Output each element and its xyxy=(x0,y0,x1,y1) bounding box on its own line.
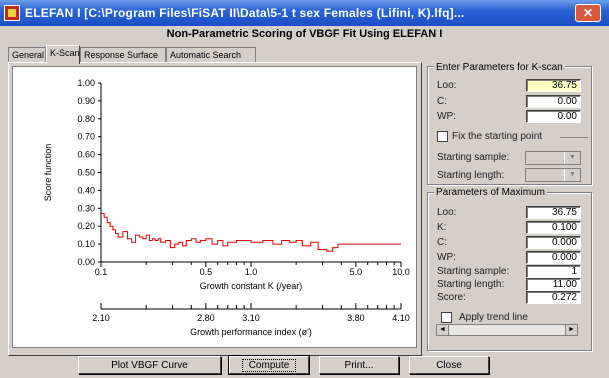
tab-response-surface[interactable]: Response Surface xyxy=(80,47,166,63)
c-input[interactable]: 0.00 xyxy=(526,95,581,108)
c-label: C: xyxy=(437,96,447,107)
start-length-label: Starting length: xyxy=(437,170,505,181)
tab-k-scan[interactable]: K-Scan xyxy=(46,45,80,64)
score-series-line xyxy=(101,214,401,252)
loo-label: Loo: xyxy=(437,80,457,91)
window-title: ELEFAN I [C:\Program Files\FiSAT II\Data\5-1 t sex Females (Lifini, K).lfq]... xyxy=(25,6,465,20)
scroll-left-icon[interactable]: ◄ xyxy=(437,325,449,335)
max-c-label: C: xyxy=(437,237,447,248)
x-axis-label: Growth constant K (/year) xyxy=(199,281,303,291)
max-sample-label: Starting sample: xyxy=(437,266,510,277)
max-loo-label: Loo: xyxy=(437,207,457,218)
y-tick-label: 0.30 xyxy=(77,203,95,214)
max-length-label: Starting length: xyxy=(437,279,505,290)
fix-start-divider xyxy=(560,137,588,138)
trend-line-label: Apply trend line xyxy=(459,312,528,323)
y-tick-label: 0.60 xyxy=(77,149,95,160)
x-tick-label: 5.0 xyxy=(349,267,363,277)
wp-input[interactable]: 0.00 xyxy=(526,110,581,123)
compute-label: Compute xyxy=(242,359,297,372)
app-icon xyxy=(4,5,20,21)
max-score-label: Score: xyxy=(437,292,466,303)
title-bar xyxy=(0,0,609,26)
tab-automatic-search[interactable]: Automatic Search xyxy=(166,47,256,63)
secondary-tick-label: 4.10 xyxy=(392,313,410,323)
y-tick-label: 0.10 xyxy=(77,239,95,250)
max-wp-label: WP: xyxy=(437,252,456,263)
secondary-tick-label: 2.80 xyxy=(197,313,215,323)
plot-vbgf-button[interactable]: Plot VBGF Curve xyxy=(78,356,221,374)
y-tick-label: 0.20 xyxy=(77,221,95,232)
scroll-right-icon[interactable]: ► xyxy=(565,325,577,335)
fix-start-checkbox[interactable] xyxy=(437,131,448,142)
maximum-header: Parameters of Maximum xyxy=(436,187,545,198)
y-tick-label: 1.00 xyxy=(77,78,95,88)
max-score-value: 0.272 xyxy=(526,291,581,304)
y-tick-label: 0.40 xyxy=(77,185,95,196)
secondary-axis-label: Growth performance index (ø') xyxy=(190,327,312,337)
y-tick-label: 0.50 xyxy=(77,167,95,178)
compute-button[interactable] xyxy=(229,356,309,374)
x-tick-label: 0.5 xyxy=(199,267,213,277)
dialog-subtitle: Non-Parametric Scoring of VBGF Fit Using ELEFAN I xyxy=(166,28,443,40)
k-scan-plot xyxy=(12,66,417,348)
fix-start-label: Fix the starting point xyxy=(452,131,543,142)
start-length-select[interactable] xyxy=(525,168,581,182)
trend-line-checkbox[interactable] xyxy=(441,312,452,323)
chevron-down-icon: ▼ xyxy=(564,152,580,164)
close-button[interactable]: Close xyxy=(409,356,489,374)
y-tick-label: 0.70 xyxy=(77,131,95,142)
secondary-tick-label: 3.80 xyxy=(347,313,365,323)
x-tick-label: 0.1 xyxy=(94,267,108,277)
max-length-value: 11.00 xyxy=(526,278,581,291)
secondary-tick-label: 3.10 xyxy=(242,313,260,323)
loo-input[interactable]: 36.75 xyxy=(526,79,581,92)
start-sample-label: Starting sample: xyxy=(437,152,510,163)
x-tick-label: 10.0 xyxy=(392,267,410,277)
y-tick-label: 0.80 xyxy=(77,113,95,124)
y-axis-label: Score function xyxy=(43,143,53,202)
max-sample-value: 1 xyxy=(526,265,581,278)
tab-general[interactable]: General xyxy=(8,47,46,63)
max-k-value: 0.100 xyxy=(526,221,581,234)
y-tick-label: 0.00 xyxy=(77,257,95,267)
max-loo-value: 36.75 xyxy=(526,206,581,219)
max-c-value: 0.000 xyxy=(526,236,581,249)
x-tick-label: 1.0 xyxy=(244,267,258,277)
chevron-down-icon: ▼ xyxy=(564,169,580,181)
chart-svg xyxy=(13,67,418,349)
secondary-tick-label: 2.10 xyxy=(92,313,110,323)
wp-label: WP: xyxy=(437,111,456,122)
max-wp-value: 0.000 xyxy=(526,251,581,264)
trend-scrollbar[interactable] xyxy=(436,324,578,336)
print-button[interactable]: Print... xyxy=(319,356,399,374)
y-tick-label: 0.90 xyxy=(77,95,95,106)
max-k-label: K: xyxy=(437,222,447,233)
enter-params-header: Enter Parameters for K-scan xyxy=(436,62,563,73)
start-sample-select[interactable] xyxy=(525,151,581,165)
close-window-button[interactable]: ✕ xyxy=(575,4,601,22)
